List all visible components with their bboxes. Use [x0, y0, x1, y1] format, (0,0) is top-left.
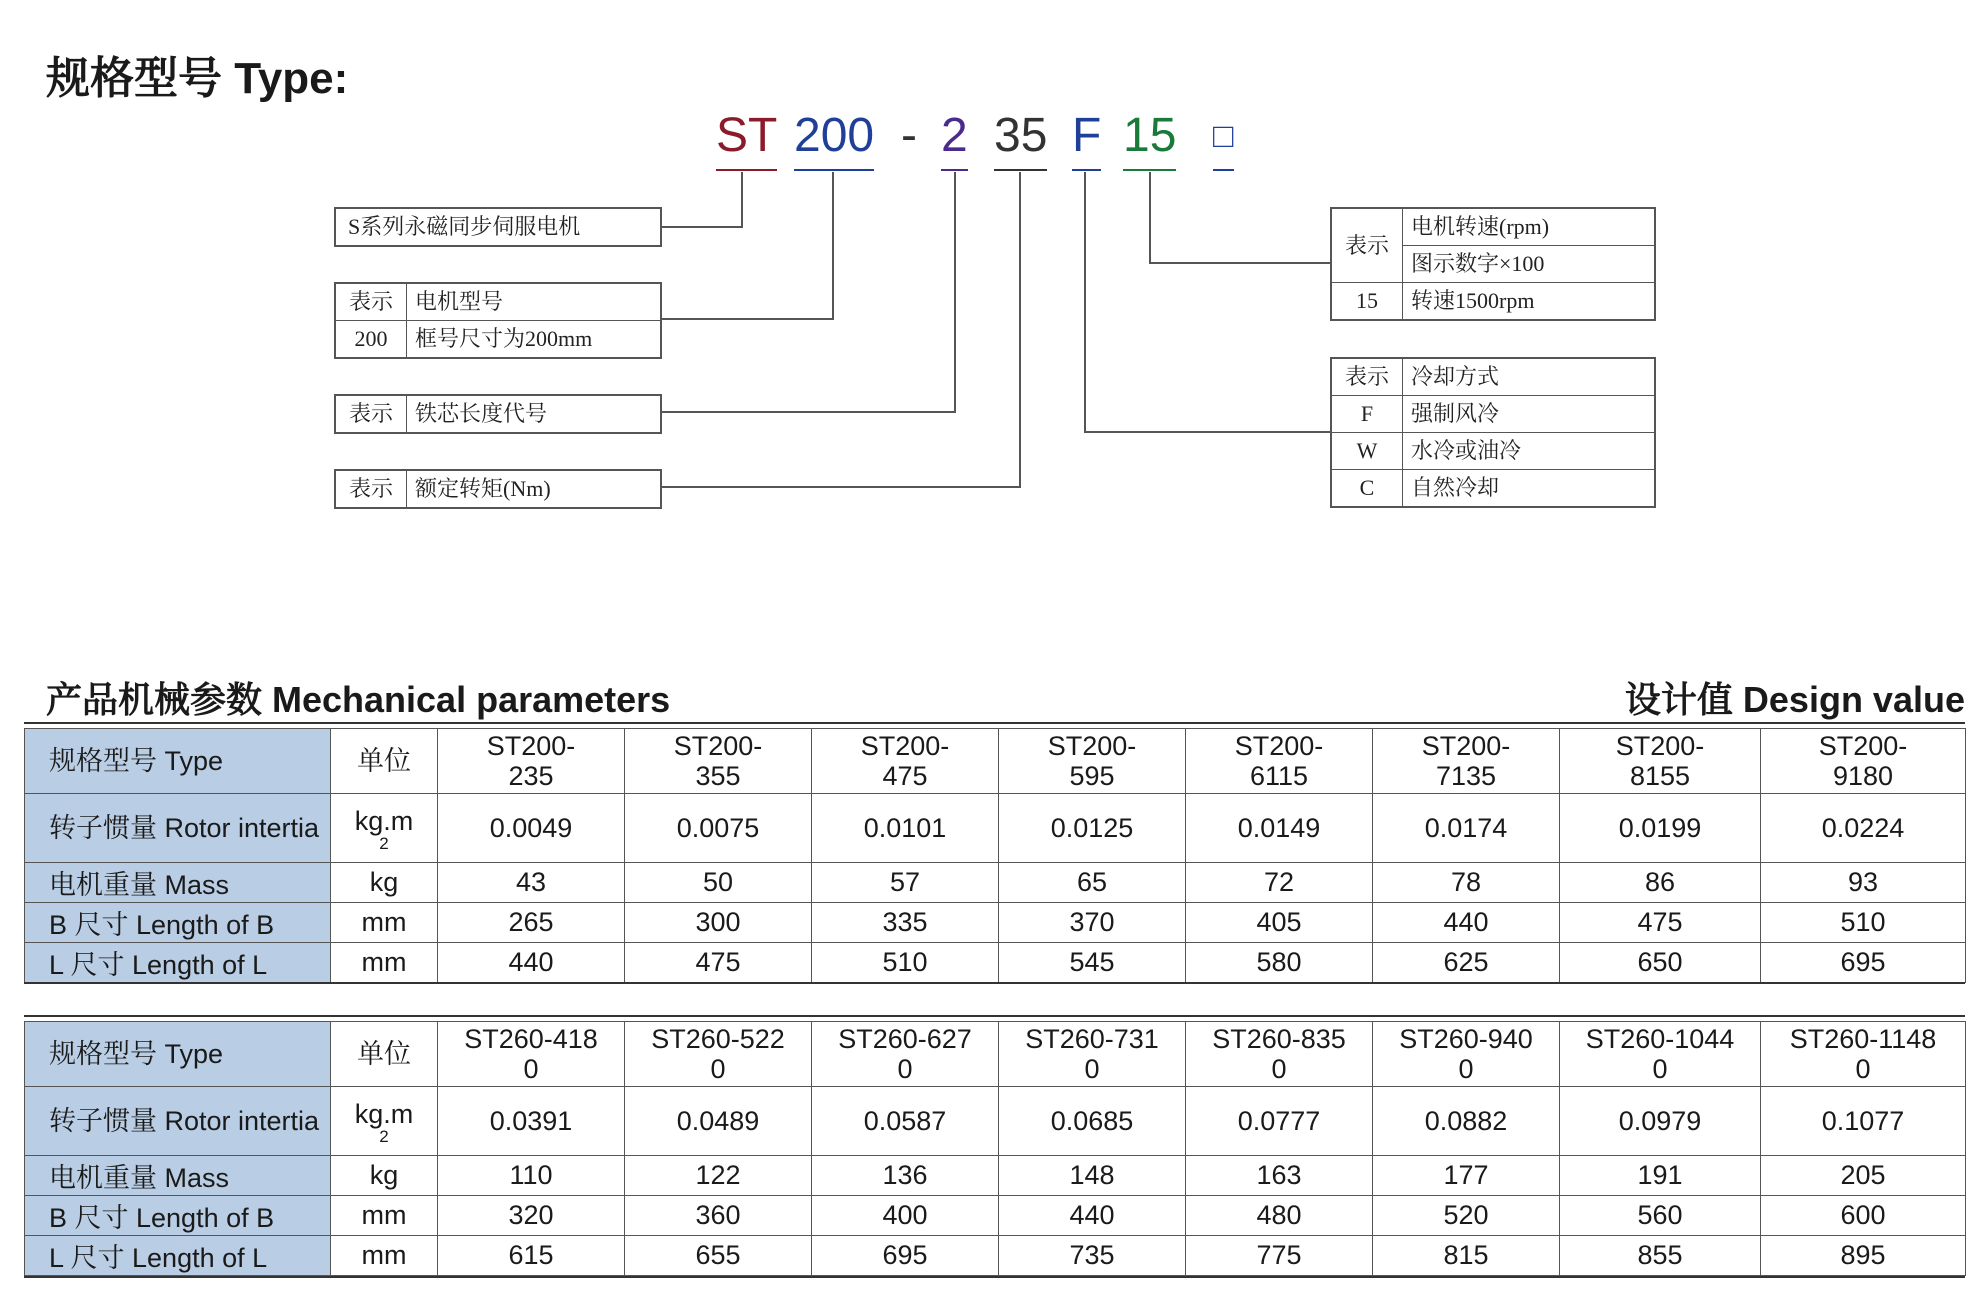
- table-st260: [24, 1021, 1966, 1276]
- mass-cell: 122: [625, 1156, 812, 1196]
- inertia-cell: 0.0101: [812, 794, 999, 863]
- mass-cell: 86: [1560, 863, 1761, 903]
- inertia-unit: kg.m 2: [331, 1087, 438, 1156]
- lenl-cell: 615: [438, 1236, 625, 1276]
- lenl-cell: 695: [812, 1236, 999, 1276]
- inertia-label: 转子惯量 Rotor intertia: [25, 1087, 331, 1156]
- torque-box: 表示 额定转矩(Nm): [334, 469, 662, 509]
- inertia-cell: 0.0049: [438, 794, 625, 863]
- lenl-cell: 895: [1761, 1236, 1966, 1276]
- inertia-cell: 0.0224: [1761, 794, 1966, 863]
- code-part-35: 35: [994, 105, 1047, 167]
- mass-cell: 177: [1373, 1156, 1560, 1196]
- table-row: [25, 863, 1966, 903]
- unit-label: 单位: [331, 729, 438, 794]
- inertia-cell: 0.0685: [999, 1087, 1186, 1156]
- lenb-label: B 尺寸 Length of B: [25, 903, 331, 943]
- code-part-box: □: [1213, 105, 1234, 167]
- type-cell: ST200- 6115: [1186, 729, 1373, 794]
- mass-cell: 50: [625, 863, 812, 903]
- inertia-cell: 0.0882: [1373, 1087, 1560, 1156]
- lenb-cell: 360: [625, 1196, 812, 1236]
- design-value-label: 设计值 Design value: [1624, 679, 1965, 720]
- table1-bottom-rule: [24, 982, 1965, 984]
- table-row: [25, 794, 1966, 863]
- mass-cell: 72: [1186, 863, 1373, 903]
- type-cell: ST200- 355: [625, 729, 812, 794]
- lenb-cell: 405: [1186, 903, 1373, 943]
- mass-unit: kg: [331, 1156, 438, 1196]
- mass-cell: 57: [812, 863, 999, 903]
- type-label: 规格型号 Type: [25, 729, 331, 794]
- lenb-cell: 560: [1560, 1196, 1761, 1236]
- type-cell: ST260-1148 0: [1761, 1022, 1966, 1087]
- code-part-dash: -: [901, 109, 917, 162]
- mass-cell: 205: [1761, 1156, 1966, 1196]
- inertia-cell: 0.0149: [1186, 794, 1373, 863]
- lenl-cell: 625: [1373, 943, 1560, 983]
- type-label: 规格型号 Type: [25, 1022, 331, 1087]
- lenb-cell: 600: [1761, 1196, 1966, 1236]
- lenl-cell: 735: [999, 1236, 1186, 1276]
- type-cell: ST200- 8155: [1560, 729, 1761, 794]
- lenb-cell: 400: [812, 1196, 999, 1236]
- lenl-label: L 尺寸 Length of L: [25, 1236, 331, 1276]
- connector-35: [660, 172, 1020, 487]
- connector-200: [660, 172, 833, 319]
- connector-f: [1085, 172, 1330, 432]
- lenl-cell: 655: [625, 1236, 812, 1276]
- lenl-cell: 545: [999, 943, 1186, 983]
- connector-2: [660, 172, 955, 412]
- lenb-cell: 320: [438, 1196, 625, 1236]
- connector-lines: [0, 0, 1981, 560]
- mass-cell: 110: [438, 1156, 625, 1196]
- mechanical-title: 产品机械参数 Mechanical parameters: [46, 679, 671, 720]
- mass-cell: 136: [812, 1156, 999, 1196]
- mass-label: 电机重量 Mass: [25, 863, 331, 903]
- mass-unit: kg: [331, 863, 438, 903]
- lenl-cell: 650: [1560, 943, 1761, 983]
- lenb-cell: 300: [625, 903, 812, 943]
- lenl-cell: 580: [1186, 943, 1373, 983]
- mass-label: 电机重量 Mass: [25, 1156, 331, 1196]
- lenl-cell: 815: [1373, 1236, 1560, 1276]
- table1-top-rule: [24, 722, 1965, 724]
- type-cell: ST200- 7135: [1373, 729, 1560, 794]
- type-cell: ST260-940 0: [1373, 1022, 1560, 1087]
- code-part-f: F: [1072, 105, 1101, 167]
- type-cell: ST200- 9180: [1761, 729, 1966, 794]
- table-row: [25, 903, 1966, 943]
- lenb-cell: 480: [1186, 1196, 1373, 1236]
- mass-cell: 191: [1560, 1156, 1761, 1196]
- inertia-cell: 0.0125: [999, 794, 1186, 863]
- series-box: S系列永磁同步伺服电机: [334, 207, 662, 247]
- type-cell: ST260-731 0: [999, 1022, 1186, 1087]
- table-row: [25, 729, 1966, 794]
- inertia-cell: 0.0587: [812, 1087, 999, 1156]
- inertia-cell: 0.0075: [625, 794, 812, 863]
- inertia-label: 转子惯量 Rotor intertia: [25, 794, 331, 863]
- inertia-cell: 0.0979: [1560, 1087, 1761, 1156]
- table-row: [25, 1236, 1966, 1276]
- table-row: [25, 1087, 1966, 1156]
- lenl-cell: 475: [625, 943, 812, 983]
- type-cell: ST260-627 0: [812, 1022, 999, 1087]
- inertia-cell: 0.0391: [438, 1087, 625, 1156]
- table-row: [25, 1196, 1966, 1236]
- table-row: [25, 1156, 1966, 1196]
- inertia-cell: 0.0777: [1186, 1087, 1373, 1156]
- lenl-cell: 855: [1560, 1236, 1761, 1276]
- type-cell: ST200- 235: [438, 729, 625, 794]
- lenb-cell: 440: [999, 1196, 1186, 1236]
- lenb-label: B 尺寸 Length of B: [25, 1196, 331, 1236]
- unit-label: 单位: [331, 1022, 438, 1087]
- type-cell: ST200- 475: [812, 729, 999, 794]
- connector-15: [1150, 172, 1330, 263]
- page-title: 规格型号 Type:: [46, 54, 349, 103]
- mass-cell: 43: [438, 863, 625, 903]
- mass-cell: 65: [999, 863, 1186, 903]
- table2-top-rule: [24, 1015, 1965, 1017]
- lenb-cell: 370: [999, 903, 1186, 943]
- model-box: 表示 电机型号 200 框号尺寸为200mm: [334, 282, 662, 359]
- speed-box: 电机转速(rpm) 图示数字×100 15 转速1500rpm 表示: [1330, 207, 1656, 321]
- inertia-unit: kg.m 2: [331, 794, 438, 863]
- mass-cell: 78: [1373, 863, 1560, 903]
- type-cell: ST260-835 0: [1186, 1022, 1373, 1087]
- lenb-unit: mm: [331, 1196, 438, 1236]
- connector-st: [660, 172, 742, 227]
- inertia-cell: 0.0199: [1560, 794, 1761, 863]
- mass-cell: 163: [1186, 1156, 1373, 1196]
- lenb-cell: 475: [1560, 903, 1761, 943]
- code-part-2: 2: [941, 105, 968, 167]
- table2-bottom-rule: [24, 1276, 1965, 1278]
- lenl-unit: mm: [331, 943, 438, 983]
- table-row: [25, 943, 1966, 983]
- lenl-unit: mm: [331, 1236, 438, 1276]
- type-cell: ST200- 595: [999, 729, 1186, 794]
- lenb-unit: mm: [331, 903, 438, 943]
- lenb-cell: 510: [1761, 903, 1966, 943]
- type-cell: ST260-522 0: [625, 1022, 812, 1087]
- lenl-cell: 695: [1761, 943, 1966, 983]
- lenl-cell: 775: [1186, 1236, 1373, 1276]
- inertia-cell: 0.1077: [1761, 1087, 1966, 1156]
- code-part-st: ST: [716, 105, 777, 167]
- cooling-box: 表示 冷却方式 F 强制风冷 W 水冷或油冷 C 自然冷却: [1330, 357, 1656, 508]
- lenl-cell: 510: [812, 943, 999, 983]
- code-part-15: 15: [1123, 105, 1176, 167]
- inertia-cell: 0.0174: [1373, 794, 1560, 863]
- mass-cell: 93: [1761, 863, 1966, 903]
- lenb-cell: 520: [1373, 1196, 1560, 1236]
- type-cell: ST260-1044 0: [1560, 1022, 1761, 1087]
- lenl-label: L 尺寸 Length of L: [25, 943, 331, 983]
- inertia-cell: 0.0489: [625, 1087, 812, 1156]
- lenb-cell: 265: [438, 903, 625, 943]
- table-st200: [24, 728, 1966, 983]
- table-row: [25, 1022, 1966, 1087]
- lenb-cell: 335: [812, 903, 999, 943]
- lenb-cell: 440: [1373, 903, 1560, 943]
- code-part-200: 200: [794, 105, 874, 167]
- type-cell: ST260-418 0: [438, 1022, 625, 1087]
- core-box: 表示 铁芯长度代号: [334, 394, 662, 434]
- mass-cell: 148: [999, 1156, 1186, 1196]
- lenl-cell: 440: [438, 943, 625, 983]
